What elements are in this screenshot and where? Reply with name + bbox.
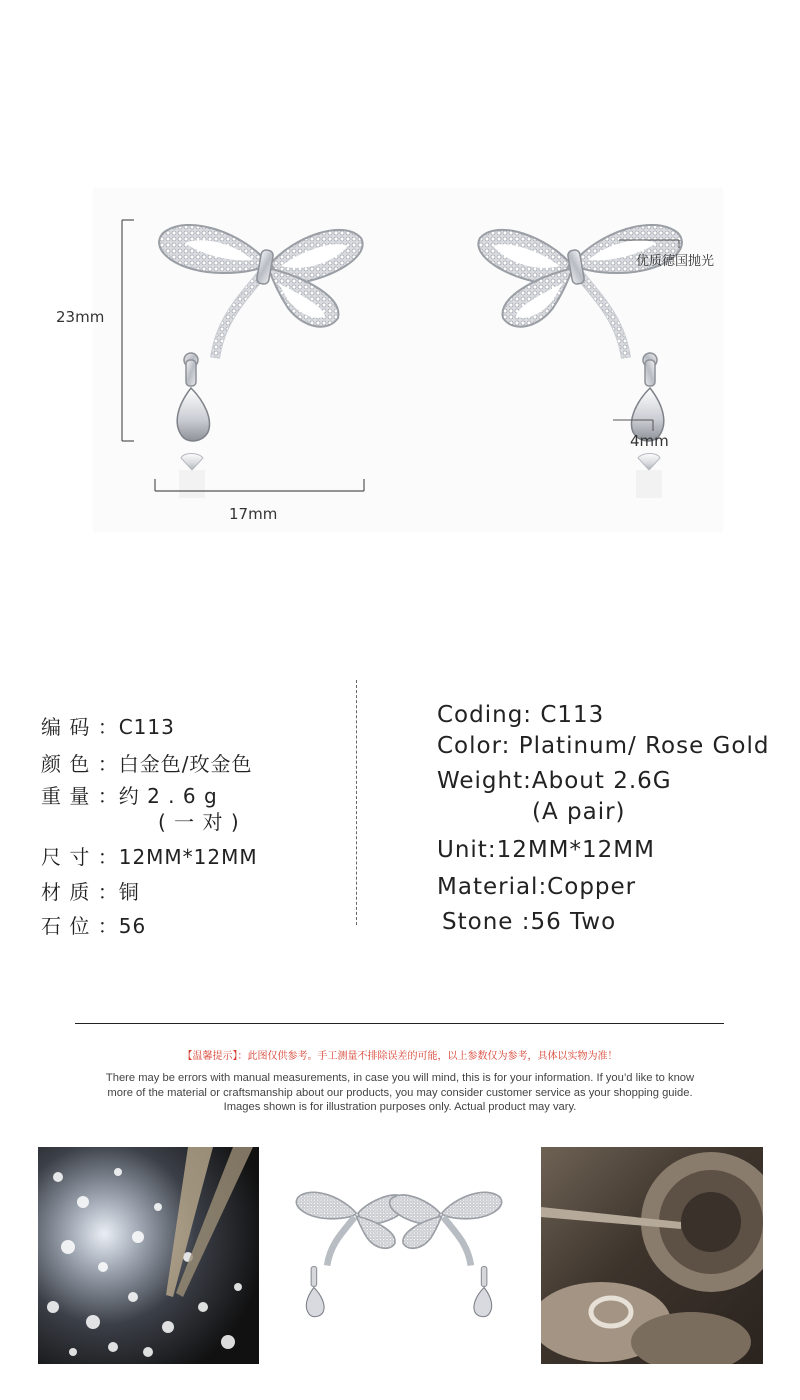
spec-en-unit: Unit:12MM*12MM <box>437 837 655 863</box>
height-dimension-line <box>122 220 134 441</box>
spec-cn-row: 尺 寸 ：12MM*12MM <box>41 845 258 869</box>
spec-cn-row: ( 一 对 ) <box>158 810 240 834</box>
craftsman-polishing-image <box>541 1147 763 1364</box>
spec-en-coding: Coding: C113 <box>437 702 605 728</box>
spec-en-pair: (A pair) <box>532 799 626 825</box>
polishing-photo <box>541 1147 763 1364</box>
spec-cn-row: 编 码 ：C113 <box>41 715 175 739</box>
earrings-photo <box>268 1147 530 1364</box>
notice-divider <box>75 1023 724 1024</box>
spec-en-stone: Stone :56 Two <box>442 909 617 935</box>
spec-en-material: Material:Copper <box>437 874 637 900</box>
polish-label: 优质德国抛光 <box>636 254 715 269</box>
height-label: 23mm <box>56 308 105 326</box>
earrings-pair-image <box>268 1147 530 1364</box>
spec-divider <box>356 680 357 925</box>
spec-en-weight: Weight:About 2.6G <box>437 768 672 794</box>
spec-en-color: Color: Platinum/ Rose Gold <box>437 733 770 759</box>
width-label: 17mm <box>229 505 278 523</box>
spec-cn-row: 颜 色 ：白金色/玫金色 <box>41 752 253 776</box>
notice-warning-cn: 【温馨提示】：此图仅供参考。手工测量不排除误差的可能，以上参数仅为参考，具体以实物为准！ <box>182 1051 618 1062</box>
spec-cn-row: 材 质 ：铜 <box>41 880 140 904</box>
notice-disclaimer-en: There may be errors with manual measurements, in case you will mind, this is for your information. If you’d like to know more of the material or craftsmanship about our products, you may consider customer service as your shopping guide. Images shown is for illustration purposes only. Actual product may vary. <box>105 1072 695 1113</box>
stone-size-label: 4mm <box>630 432 669 450</box>
left-earring <box>159 225 363 498</box>
product-diagram <box>93 188 723 532</box>
tweezers-diamonds-image <box>38 1147 259 1364</box>
spec-cn-row: 重 量 ：约 2 . 6 g <box>41 784 218 808</box>
spec-cn-row: 石 位 ：56 <box>41 914 147 938</box>
earrings-illustration <box>93 188 723 532</box>
diamonds-photo <box>38 1147 259 1364</box>
